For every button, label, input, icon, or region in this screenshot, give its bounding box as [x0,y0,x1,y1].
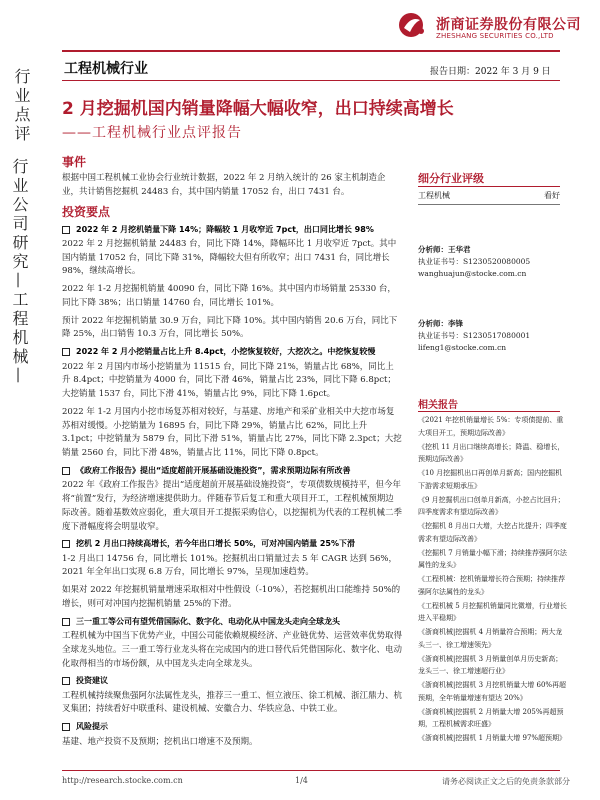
point-paragraph: 如果对 2022 年挖掘机销量增速采取相对中性假设（-10%），若挖掘机出口能维持 50%的增长，则可对冲国内挖掘机销量 25%的下滑。 [62,585,401,609]
header-rule-2 [62,80,560,81]
report-date [430,64,551,77]
checkbox-bullet-icon [62,226,70,234]
point-paragraph: 1-2 月出口 14756 台，同比增长 101%。挖掘机出口销量过去 5 年 CAGR 达到 56%，2021 年全年出口实现 6.8 万台，同比增长 97%，呈现加速趋势。 [62,553,397,578]
related-report-item[interactable]: 《浙商机械|挖掘机 3 月挖机销量大增 60%再超预期，全年销量增速有望达 20%》 [418,681,567,702]
checkbox-bullet-icon [62,723,70,731]
header-rule [62,50,560,52]
brand-name-cn: 浙商证券股份有限公司 [436,17,581,33]
related-report-item[interactable]: 《工程机械 5 月挖掘机销量同比微增，行业增长进入平稳期》 [418,601,567,622]
investment-points [62,224,402,750]
checkbox-bullet-icon [62,467,70,475]
points-heading: 投资要点 [62,204,111,219]
rating-row [418,190,560,201]
side-category: 行业点评 [12,68,31,144]
date-label: 报告日期： [430,67,476,77]
analyst-cert: 执业证书号：S1230520080005 [418,257,531,266]
point-paragraph: 工程机械持续聚焦强阿尔法属性龙头，推荐三一重工、恒立液压、徐工机械、浙江鼎力、杭叉集团；持续看好中联重科、建设机械、安徽合力、华铁应急、中铁工业。 [62,690,403,715]
brand-name-en: ZHESHANG SECURITIES CO.,LTD [436,32,554,40]
point-title [62,721,402,733]
checkbox-bullet-icon [62,618,70,626]
point-title-text: 2022 年 2 月小挖销量占比上升 8.4pct，小挖恢复较好，大挖次之。中挖恢复较慢 [76,347,376,357]
point-title-text: 投资建议 [76,676,108,686]
point-title-text: 三一重工等公司有望凭借国际化、数字化、电动化从中国龙头走向全球龙头 [76,616,340,626]
checkbox-bullet-icon [62,677,70,685]
analyst-email[interactable]: lifeng1@stocke.com.cn [418,343,507,352]
company-logo [396,10,430,40]
rating-value: 看好 [544,191,560,200]
related-report-item[interactable]: 《浙商机械|挖掘机 4 月销量符合预期；两大龙头三一、徐工增速领先》 [418,628,563,649]
analyst-card [418,318,568,354]
related-rule [418,411,560,412]
report-title: 2 月挖掘机国内销量降幅大幅收窄，出口持续高增长 [62,99,454,119]
related-report-item[interactable]: 《挖机 11 月出口继续高增长；降温、稳增长，预期边际改善》 [418,442,565,463]
related-reports-list [418,414,568,746]
point-title [62,616,402,628]
related-report-item[interactable]: 《浙商机械|挖掘机 3 月销量创单月历史新高；龙头三一、徐工增速超行业》 [418,654,563,675]
point-title-text: 挖机 2 月出口持续高增长，若今年出口增长 50%，可对冲国内销量 25%下滑 [76,539,356,549]
point-title [62,675,402,687]
related-report-item[interactable]: 《浙商机械|挖掘机 2 月销量大增 205%再超预期，工程机械需求旺盛》 [418,707,564,728]
point-paragraph: 2022 年 1-2 月国内小挖市场复苏相对较好，与基建、房地产和采矿业相关中大挖市场复苏相对缓慢。小挖销量为 16895 台，同比下降 29%，销量占比 62%，同比上升 3.1pct；中挖销量为 5879 台，同比下滑 51%，销量占比 27%，同比下降 2.3pct；大挖销量 2560 台，同比下滑 48%，销量占比 11%，同比下降 0.8pct。 [62,406,402,459]
point-title [62,465,402,477]
analyst-role: 分析师： [418,245,448,254]
checkbox-bullet-icon [62,348,70,356]
analyst-cert: 执业证书号：S1230517080001 [418,331,531,340]
side-breadcrumb: 行业公司研究—工程机械— [10,158,29,386]
event-heading: 事件 [62,155,87,169]
related-report-item[interactable]: 《挖掘机 8 月出口大增，大挖占比提升；四季度需求有望边际改善》 [418,522,567,543]
disclaimer-note: 请务必阅读正文之后的免责条款部分 [442,777,570,786]
point-title [62,224,402,236]
rating-rule [418,186,560,187]
point-paragraph: 基建、地产投资不及预期；挖机出口增速不及预期。 [62,736,258,747]
analyst-role: 分析师： [418,319,448,328]
related-report-item[interactable]: 《9 月挖掘机出口创单月新高，小挖占比回升；四季度需求有望边际改善》 [418,495,565,516]
point-title [62,538,402,550]
related-report-item[interactable]: 《2021 年挖机销量增长 5%：专项债提前、重大项目开工，预期边际改善》 [418,416,564,437]
analyst-name: 王华君 [448,245,471,254]
point-paragraph: 工程机械为中国当下优势产业，中国公司能依赖规模经济、产业链优势、运营效率优势取得全球龙头地位。三一重工等行业龙头将在完成国内的进口替代后凭借国际化、数字化、电动化取得相当的市场份额，从中国龙头走向全球龙头。 [62,631,403,669]
main-content [62,154,402,753]
point-paragraph: 2022 年 2 月国内市场小挖销量为 11515 台，同比下降 21%，销量占比 68%，同比上升 8.4pct；中挖销量为 4000 台，同比下滑 46%，销量占比 23%，同比下降 6.8pct；大挖销量 1537 台，同比下滑 41%，销量占比 9%，同比下降 1.6pct。 [62,361,396,400]
event-text: 根据中国工程机械工业协会行业统计数据，2022 年 2 月纳入统计的 26 家主机制造企业，共计销售挖掘机 24483 台，其中国内销量 17052 台，出口 7431 台。 [62,173,386,197]
checkbox-bullet-icon [62,540,70,548]
rating-heading: 细分行业评级 [418,172,484,185]
related-report-item[interactable]: 《挖掘机 7 月销量小幅下滑；持续推荐强阿尔法属性的龙头》 [418,548,567,569]
related-report-item[interactable]: 《工程机械：挖机销量增长符合预期；持续推荐强阿尔法属性的龙头》 [418,575,565,596]
related-report-item[interactable]: 《10 月挖掘机出口再创单月新高；国内挖掘机下游需求短期承压》 [418,469,563,490]
analyst-card [418,244,568,280]
point-paragraph: 预计 2022 年挖掘机销量 30.9 万台，同比下降 10%。其中国内销售 20.6 万台，同比下降 25%，出口销售 10.3 万台，同比增长 50%。 [62,315,398,340]
report-subtitle: ——工程机械行业点评报告 [62,125,242,141]
point-title-text: 《政府工作报告》提出“适度超前开展基础设施投资”，需求预期边际有所改善 [76,465,351,475]
rating-rule-2 [418,204,560,205]
analyst-email[interactable]: wanghuajun@stocke.com.cn [418,269,527,278]
point-title-text: 风险提示 [76,722,108,732]
related-heading: 相关报告 [418,400,458,411]
related-report-item[interactable]: 《浙商机械|挖掘机 1 月销量大增 97%超预期》 [418,734,567,742]
point-paragraph: 2022 年 1-2 月挖掘机销量 40090 台，同比下降 16%。其中国内市场销量 25330 台，同比下降 38%；出口销量 14760 台，同比增长 101%。 [62,284,396,308]
analyst-name: 李锋 [448,319,463,328]
footer-url[interactable]: http://research.stocke.com.cn [62,776,183,785]
point-title-text: 2022 年 2 月挖机销量下降 14%；降幅较 1 月收窄近 7pct，出口同比增长 98% [76,224,374,234]
page-number: 1/4 [295,776,308,785]
point-title [62,346,402,358]
point-paragraph: 2022 年 2 月挖掘机销量 24483 台，同比下降 14%，降幅环比 1 月收窄近 7pct。其中国内销量 17052 台，同比下降 31%，降幅较大但有所收窄；出口 7431 台，同比增长 98%，继续高增长。 [62,238,397,277]
footer-rule [62,770,560,771]
point-paragraph: 2022 年《政府工作报告》提出“适度超前开展基础设施投资”，专项债数规模持平，但今年将“前置”发行，为经济增速提供助力。伴随春节后复工和重大项目开工，工程机械预期边际改善。随着基数效应弱化，重大项目开工提振采购信心，以挖掘机为代表的工程机械二季度下滑幅度将会明显收窄。 [62,480,403,532]
rating-sector: 工程机械 [418,191,450,200]
date-value: 2022 年 3 月 9 日 [475,67,551,77]
industry-label: 工程机械行业 [64,61,148,77]
